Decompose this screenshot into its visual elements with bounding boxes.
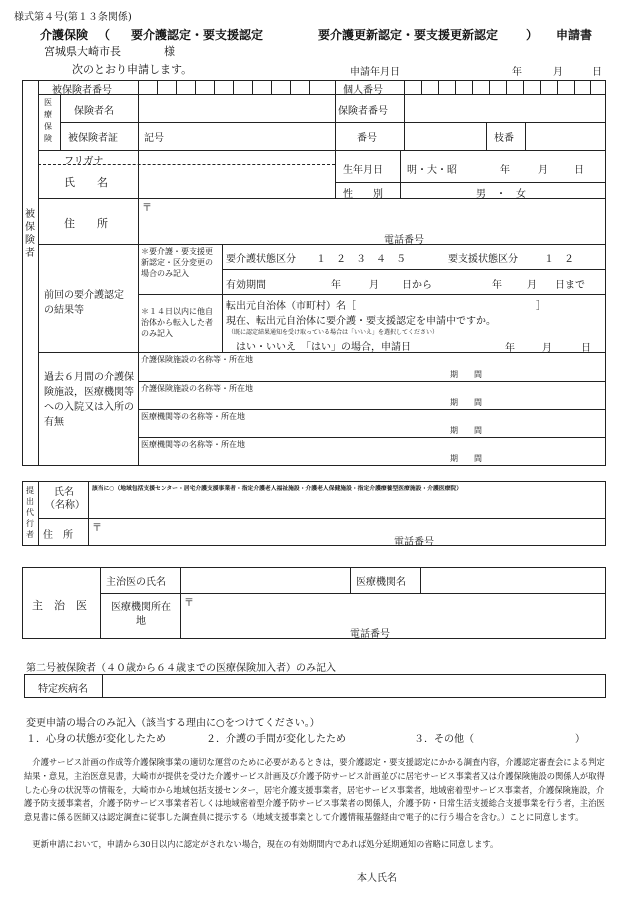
valid-until-year: 年 — [492, 280, 502, 291]
gender-options[interactable]: 男 ・ 女 — [476, 189, 526, 200]
medical-insurance-label: 医療保険 — [44, 98, 52, 143]
valid-until-day: 日まで — [555, 280, 585, 291]
facility-row-4-name: 医療機関等の名称等・所在地 — [141, 440, 245, 449]
gender-label: 性 別 — [343, 189, 383, 200]
transfer-month: 月 — [542, 343, 552, 354]
address-phone-label: 電話番号 — [384, 235, 424, 246]
branch-label: 枝番 — [494, 133, 514, 144]
signature-label: 本人氏名 — [357, 873, 397, 884]
transfer-day: 日 — [581, 343, 591, 354]
doctor-postal-mark: 〒 — [184, 598, 194, 609]
valid-period-label: 有効期間 — [226, 280, 266, 291]
birth-month: 月 — [538, 165, 548, 176]
insured-section-label: 被保険者 — [25, 209, 35, 259]
submitter-type-text: 該当に○（地域包括支援センター・居宅介護支援事業者・指定介護老人福祉施設・介護老人保健施設・指定介護療養型医療施設・介護医療院） — [92, 486, 463, 492]
name-label: 氏 名 — [64, 176, 108, 189]
date-label: 申請年月日 — [350, 67, 400, 78]
facility-row-3-name: 医療機関等の名称等・所在地 — [141, 412, 245, 421]
card-label: 被保険者証 — [68, 133, 118, 144]
care-levels[interactable]: １ ２ ３ ４ ５ — [316, 254, 406, 265]
doctor-section-label: 主 治 医 — [32, 599, 87, 612]
personal-number-label: 個人番号 — [343, 85, 383, 96]
form-number: 様式第４号(第１３条関係) — [14, 12, 132, 23]
symbol-label: 記号 — [144, 133, 164, 144]
consent-paragraph-1: 介護サービス計画の作成等介護保険事業の適切な運営のために必要があるときは，要介護認定・要支援認定にかかる調査内容，介護認定審査会による判定結果・意見，主治医意見書，大崎市が提供を受けた介護サービス計画及び介護予防サービス計画並びに居宅サービス事業者又は介護保険施設の関係人が取得した心身の状況等の情報を，大崎市から地域包括支援センター，居宅介護支援事業者，居宅サービス事業者，地域密着型サービス事業者，介護保険施設，介護予防支援事業者，介護予防サービス事業者若しくは地域密着型介護予防サービス事業者の関係人，介護予防・日常生活支援総合支援事業を行う者，主治医意見書に係る医師又は認定調査に従事した調査員に提示する（地域支援事業として介護情報基盤経由で電子的に行う場合を含む。）ことに同意します。 — [24, 757, 605, 823]
insurer-number-label: 保険者番号 — [338, 106, 388, 117]
insured-number-label: 被保険者番号 — [52, 85, 112, 96]
facility-label: 過去６月間の介護保険施設，医療機関等への入院又は入所の有無 — [44, 372, 134, 428]
support-levels[interactable]: １ ２ — [544, 254, 574, 265]
transfer-origin: 転出元自治体（市町村）名［ ］ — [226, 301, 546, 312]
title-insurance: 介護保険 — [40, 28, 89, 42]
date-year: 年 — [512, 67, 522, 78]
title-application: 申請書 — [556, 28, 593, 42]
previous-change-note: ＊要介護・要支援更新認定・区分変更の場合のみ記入 — [141, 247, 213, 278]
submitter-section-label: 提出代行者 — [26, 486, 34, 539]
disease-label: 特定疾病名 — [38, 684, 88, 695]
valid-from-month: 月 — [369, 280, 379, 291]
change-reason-2[interactable]: ２．介護の手間が変化したため — [206, 734, 346, 745]
title-type-renewal: 要介護更新認定・要支援更新認定 — [318, 28, 499, 42]
disease-table — [24, 674, 606, 698]
doctor-phone-label: 電話番号 — [350, 629, 390, 640]
birth-year: 年 — [500, 165, 510, 176]
facility-row-1-name: 介護保険施設の名称等・所在地 — [141, 355, 253, 364]
change-heading: 変更申請の場合のみ記入（該当する理由に○をつけてください。） — [26, 718, 320, 729]
facility-row-2-name: 介護保険施設の名称等・所在地 — [141, 384, 253, 393]
change-reason-1[interactable]: １．心身の状態が変化したため — [26, 734, 166, 745]
intro-text: 次のとおり申請します。 — [72, 63, 193, 76]
facility-row-3-period: 期 間 — [450, 426, 482, 435]
title-paren-close: ） — [526, 28, 539, 42]
submitter-name-label: 氏名（名称） — [45, 487, 85, 511]
valid-from-day: 日から — [402, 280, 432, 291]
consent-paragraph-2: 更新申請において，申請から30日以内に認定がされない場合，現在の有効期間内であれば処分延期通知の省略に同意します。 — [24, 839, 499, 849]
date-day: 日 — [592, 67, 602, 78]
submitter-postal-mark: 〒 — [92, 523, 102, 534]
insurer-name-label: 保険者名 — [74, 106, 114, 117]
furigana-label: フリガナ — [64, 156, 104, 167]
doctor-name-label: 主治医の氏名 — [106, 577, 166, 588]
submitter-phone-label: 電話番号 — [394, 537, 434, 548]
change-reason-3-close: ） — [575, 734, 585, 745]
birth-day: 日 — [574, 165, 584, 176]
transfer-answer[interactable]: はい・いいえ 「はい」の場合，申請日 — [236, 342, 411, 353]
address-postal-mark: 〒 — [142, 203, 152, 214]
facility-row-4-period: 期 間 — [450, 454, 482, 463]
submitter-address-label: 住 所 — [43, 530, 73, 541]
valid-until-month: 月 — [527, 280, 537, 291]
care-level-label: 要介護状態区分 — [226, 254, 296, 265]
second-insured-heading: 第二号被保険者（４０歳から６４歳までの医療保険加入者）のみ記入 — [26, 663, 336, 674]
title-type-initial: 要介護認定・要支援認定 — [131, 28, 264, 42]
era-options[interactable]: 明・大・昭 — [407, 165, 457, 176]
doctor-institution-label: 医療機関名 — [356, 577, 406, 588]
doctor-location-label: 医療機関所在地 — [111, 602, 171, 627]
address-label: 住 所 — [64, 217, 108, 230]
birthdate-label: 生年月日 — [343, 165, 383, 176]
card-number-label: 番号 — [357, 133, 377, 144]
transfer-year: 年 — [505, 343, 515, 354]
title-paren-open: （ — [98, 28, 111, 42]
facility-row-2-period: 期 間 — [450, 398, 482, 407]
valid-from-year: 年 — [331, 280, 341, 291]
previous-result-label: 前回の要介護認定の結果等 — [44, 290, 124, 316]
facility-row-1-period: 期 間 — [450, 370, 482, 379]
date-month: 月 — [553, 67, 563, 78]
transfer-question: 現在、転出元自治体に要介護・要支援認定を申請中ですか。 — [226, 316, 496, 327]
change-reason-3[interactable]: ３．その他（ — [414, 734, 474, 745]
addressee: 宮城県大崎市長 — [44, 45, 121, 58]
addressee-honorific: 様 — [164, 45, 175, 58]
transfer-note: ＊１４日以内に他自治体から転入した者のみ記入 — [141, 307, 213, 338]
support-level-label: 要支援状態区分 — [448, 254, 518, 265]
transfer-sub-note: （既に認定結果通知を受け取っている場合は「いいえ」を選択してください） — [228, 329, 439, 336]
